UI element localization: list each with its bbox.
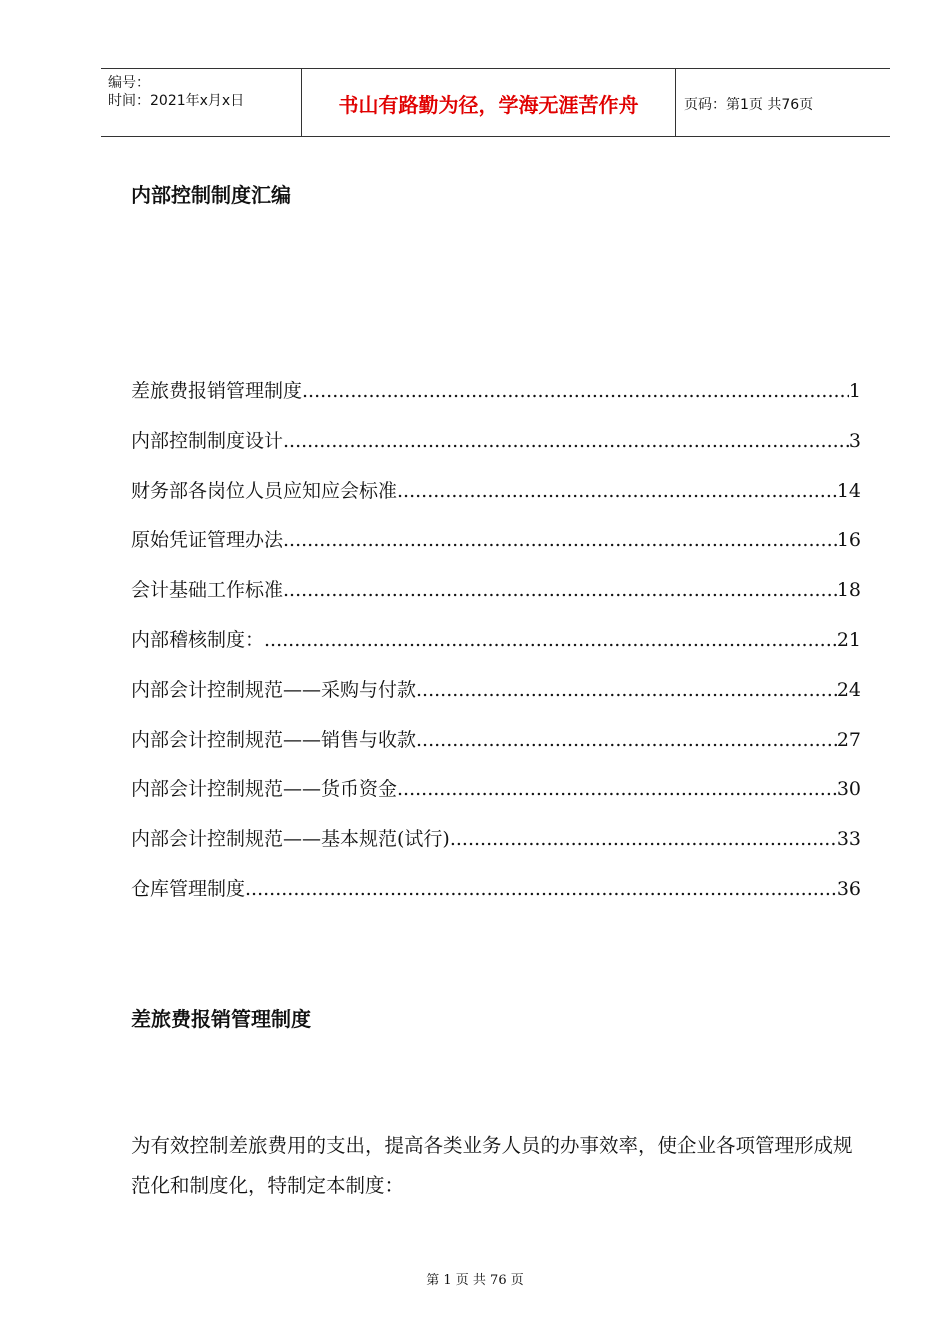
toc-entry-title: 差旅费报销管理制度 bbox=[131, 380, 303, 402]
page-header bbox=[101, 68, 890, 137]
toc-entry-title: 内部会计控制规范——货币资金 bbox=[131, 778, 398, 801]
toc-entry-title: 内部稽核制度： bbox=[131, 628, 265, 651]
toc-entry-page: 36 bbox=[836, 877, 861, 900]
toc-entry-title: 内部会计控制规范——销售与收款 bbox=[131, 728, 417, 751]
toc-leader-dots bbox=[397, 480, 837, 502]
toc-leader-dots bbox=[416, 729, 837, 751]
toc-entry-page: 33 bbox=[836, 828, 861, 851]
toc-entry-title: 财务部各岗位人员应知应会标准 bbox=[131, 479, 398, 502]
toc-entry-title: 会计基础工作标准 bbox=[131, 579, 284, 602]
toc-entry-page: 1 bbox=[848, 380, 861, 402]
toc-leader-dots bbox=[283, 529, 837, 551]
toc-leader-dots bbox=[416, 679, 837, 701]
toc-leader-dots bbox=[397, 778, 837, 800]
toc-entry[interactable] bbox=[131, 874, 861, 924]
toc-entry-title: 仓库管理制度 bbox=[131, 877, 246, 900]
toc-entry-page: 24 bbox=[836, 678, 861, 701]
toc-entry[interactable] bbox=[131, 525, 861, 575]
toc-entry-title: 内部会计控制规范——采购与付款 bbox=[131, 678, 417, 701]
section-heading: 差旅费报销管理制度 bbox=[131, 1007, 311, 1031]
toc-entry[interactable] bbox=[131, 725, 861, 775]
header-meta-cell bbox=[101, 69, 302, 136]
toc-entry[interactable] bbox=[131, 675, 861, 725]
body-paragraph: 为有效控制差旅费用的支出，提高各类业务人员的办事效率，使企业各项管理形成规范化和制度化，特制定本制度： bbox=[131, 1134, 853, 1197]
toc-leader-dots bbox=[283, 579, 837, 601]
toc-leader-dots bbox=[245, 878, 837, 900]
toc-entry-title: 内部控制制度设计 bbox=[131, 429, 284, 452]
toc-entry-page: 14 bbox=[836, 479, 861, 502]
toc-entry[interactable] bbox=[131, 774, 861, 824]
header-page-info: 页码：第1页 共76页 bbox=[684, 97, 814, 113]
toc-entry-page: 30 bbox=[836, 778, 861, 801]
toc-entry-page: 3 bbox=[848, 429, 861, 452]
toc-leader-dots bbox=[450, 828, 837, 850]
header-motto-cell bbox=[302, 69, 676, 136]
toc-entry[interactable] bbox=[131, 824, 861, 874]
toc-leader-dots bbox=[264, 629, 837, 651]
doc-time-label: 时间：2021年x月x日 bbox=[108, 93, 245, 109]
table-of-contents bbox=[131, 376, 861, 924]
toc-entry[interactable] bbox=[131, 476, 861, 526]
toc-entry[interactable] bbox=[131, 575, 861, 625]
toc-leader-dots bbox=[302, 380, 849, 402]
toc-entry-page: 16 bbox=[836, 529, 861, 552]
page-footer: 第 1 页 共 76 页 bbox=[426, 1273, 524, 1288]
doc-number-label: 编号： bbox=[108, 75, 150, 91]
header-page-cell bbox=[676, 69, 890, 136]
document-title: 内部控制制度汇编 bbox=[131, 183, 291, 207]
toc-entry[interactable] bbox=[131, 426, 861, 476]
toc-entry-title: 原始凭证管理办法 bbox=[131, 529, 284, 552]
toc-entry-page: 27 bbox=[836, 728, 861, 751]
toc-entry-page: 18 bbox=[836, 579, 861, 602]
toc-entry-page: 21 bbox=[836, 628, 861, 651]
header-motto: 书山有路勤为径，学海无涯苦作舟 bbox=[338, 93, 639, 117]
toc-entry[interactable] bbox=[131, 376, 861, 426]
toc-entry-title: 内部会计控制规范——基本规范(试行) bbox=[131, 828, 450, 851]
toc-leader-dots bbox=[283, 430, 849, 452]
toc-entry[interactable] bbox=[131, 625, 861, 675]
